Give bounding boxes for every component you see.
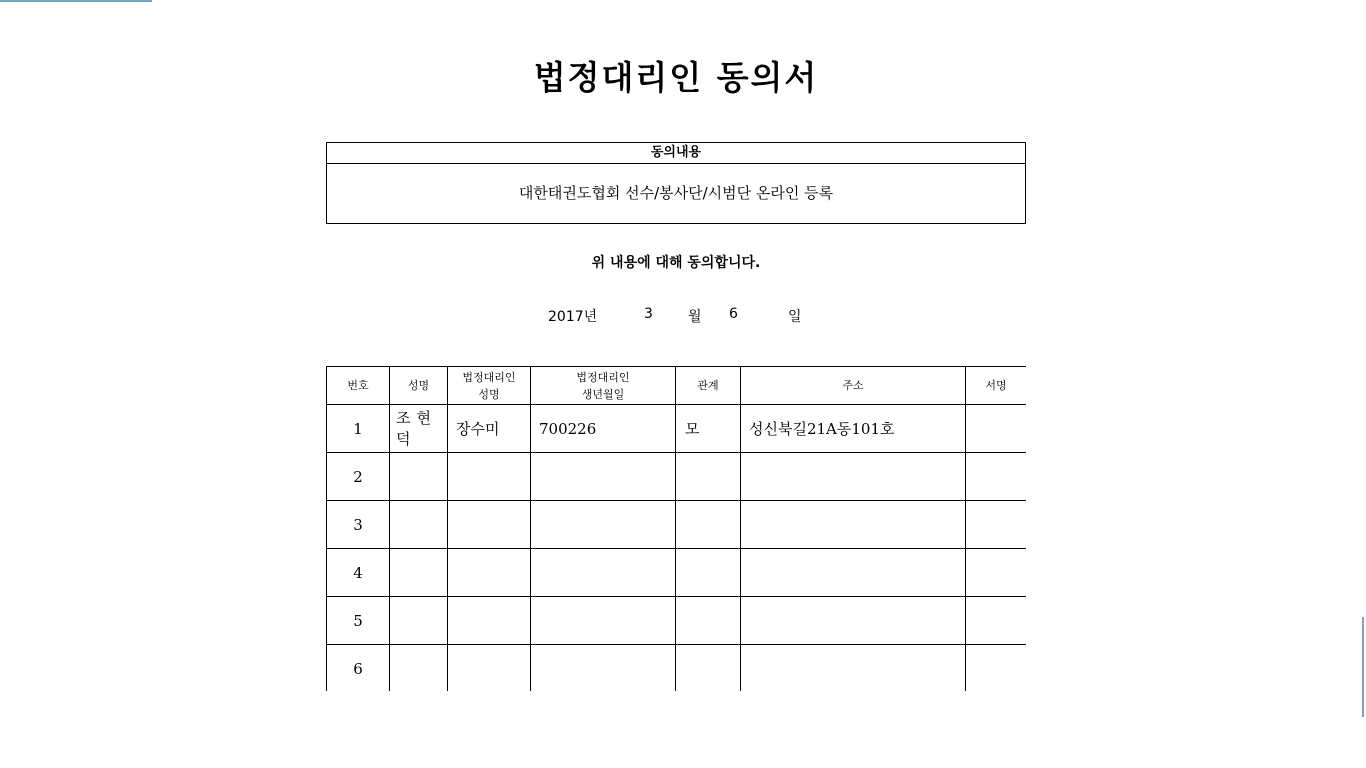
header-guardian-birth: [531, 367, 676, 405]
row-address[interactable]: [741, 597, 966, 645]
row-guardian-birth[interactable]: [531, 549, 676, 597]
header-name: 성명: [390, 367, 448, 405]
header-guardian-birth-line2: 생년월일: [581, 387, 625, 401]
guardian-table: [326, 366, 1026, 691]
row-signature[interactable]: [966, 405, 1027, 453]
row-signature[interactable]: [966, 453, 1027, 501]
row-number: 2: [327, 453, 390, 501]
row-relation[interactable]: 모: [676, 405, 741, 453]
row-relation[interactable]: [676, 501, 741, 549]
row-relation[interactable]: [676, 597, 741, 645]
row-signature[interactable]: [966, 549, 1027, 597]
table-row: [327, 405, 1027, 453]
table-row: [327, 453, 1027, 501]
row-name[interactable]: [390, 645, 448, 692]
date-year: 2017년: [548, 309, 598, 325]
row-name[interactable]: [390, 501, 448, 549]
table-row: [327, 597, 1027, 645]
row-number: 4: [327, 549, 390, 597]
header-relation: 관계: [676, 367, 741, 405]
row-name[interactable]: 조현덕: [390, 405, 448, 453]
table-row: [327, 549, 1027, 597]
row-name[interactable]: [390, 597, 448, 645]
row-address[interactable]: 성신북길21A동101호: [741, 405, 966, 453]
header-guardian-birth-line1: 법정대리인: [576, 370, 630, 384]
row-guardian-birth[interactable]: [531, 597, 676, 645]
table-row: [327, 645, 1027, 692]
row-number: 1: [327, 405, 390, 453]
header-number: 번호: [327, 367, 390, 405]
date-day-value: 6: [729, 306, 738, 322]
date-month-unit: 월: [688, 309, 702, 325]
document-title: 법정대리인 동의서: [533, 58, 819, 97]
row-relation[interactable]: [676, 453, 741, 501]
row-guardian-name[interactable]: [448, 645, 531, 692]
row-guardian-birth[interactable]: [531, 645, 676, 692]
date-day-unit: 일: [788, 309, 802, 325]
row-guardian-name[interactable]: 장수미: [448, 405, 531, 453]
row-name[interactable]: [390, 453, 448, 501]
row-guardian-name[interactable]: [448, 453, 531, 501]
row-guardian-birth[interactable]: [531, 501, 676, 549]
row-address[interactable]: [741, 501, 966, 549]
agree-statement: 위 내용에 대해 동의합니다.: [591, 255, 761, 271]
row-name[interactable]: [390, 549, 448, 597]
row-signature[interactable]: [966, 501, 1027, 549]
table-header-row: [327, 367, 1027, 405]
row-relation[interactable]: [676, 549, 741, 597]
row-number: 5: [327, 597, 390, 645]
header-guardian-name-line2: 성명: [478, 387, 500, 401]
row-address[interactable]: [741, 453, 966, 501]
row-guardian-birth[interactable]: [531, 453, 676, 501]
row-address[interactable]: [741, 645, 966, 692]
row-guardian-name[interactable]: [448, 549, 531, 597]
row-signature[interactable]: [966, 597, 1027, 645]
row-guardian-name[interactable]: [448, 597, 531, 645]
date-month-value: 3: [644, 306, 653, 322]
row-guardian-name[interactable]: [448, 501, 531, 549]
consent-box: [326, 142, 1026, 224]
header-guardian-name: [448, 367, 531, 405]
consent-header: 동의내용: [327, 143, 1025, 164]
header-guardian-name-line1: 법정대리인: [462, 370, 516, 384]
header-address: 주소: [741, 367, 966, 405]
row-address[interactable]: [741, 549, 966, 597]
row-number: 6: [327, 645, 390, 692]
date-line: [0, 306, 1366, 326]
header-signature: 서명: [966, 367, 1027, 405]
row-guardian-birth[interactable]: 700226: [531, 405, 676, 453]
guardian-table-wrapper: [326, 366, 1026, 691]
table-row: [327, 501, 1027, 549]
consent-body: 대한태권도협회 선수/봉사단/시범단 온라인 등록: [518, 184, 834, 202]
row-signature[interactable]: [966, 645, 1027, 692]
row-relation[interactable]: [676, 645, 741, 692]
row-number: 3: [327, 501, 390, 549]
